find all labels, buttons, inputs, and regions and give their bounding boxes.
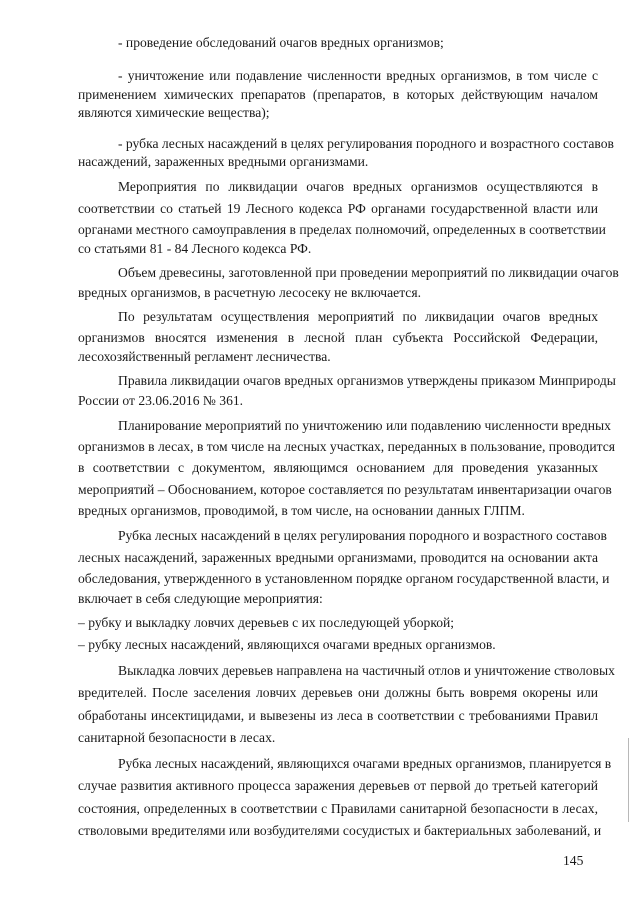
text-line: соответствии со статьей 19 Лесного кодекса РФ органами государственной власти или [78, 201, 598, 216]
text-line: вредных организмов, в расчетную лесосеку не включается. [78, 285, 421, 300]
text-line: случае развития активного процесса заражения деревьев от первой до третьей категорий [78, 778, 598, 793]
text-line: лесохозяйственный регламент лесничества. [78, 349, 331, 364]
text-line: По результатам осуществления мероприятий по ликвидации очагов вредных [118, 309, 598, 324]
text-line: Мероприятия по ликвидации очагов вредных организмов осуществляются в [118, 179, 598, 194]
text-line: Выкладка ловчих деревьев направлена на частичный отлов и уничтожение стволовых [118, 663, 615, 678]
text-line: в соответствии с документом, являющимся основанием для проведения указанных [78, 460, 598, 475]
text-line: органами местного самоуправления в пределах полномочий, определенных в соответствии [78, 222, 606, 237]
text-line: являются химические вещества); [78, 105, 270, 120]
text-line: – рубку и выкладку ловчих деревьев с их последующей уборкой; [78, 615, 455, 630]
text-line: организмов вносятся изменения в лесной план субъекта Российской Федерации, [78, 330, 598, 345]
text-line: Планирование мероприятий по уничтожению или подавлению численности вредных [118, 418, 611, 433]
text-line: мероприятий – Обоснованием, которое составляется по результатам инвентаризации очагов [78, 482, 612, 497]
text-line: - рубка лесных насаждений в целях регулирования породного и возрастного составов [118, 136, 614, 151]
text-line: лесных насаждений, зараженных вредными организмами, проводится на основании акта [78, 550, 598, 565]
text-line: вредных организмов, проводимой, в том числе, на основании данных ГЛПМ. [78, 503, 525, 518]
text-line: включает в себя следующие мероприятия: [78, 591, 323, 606]
text-line: России от 23.06.2016 № 361. [78, 393, 244, 408]
text-line: применением химических препаратов (препаратов, в которых действующим началом [78, 87, 598, 102]
text-line: санитарной безопасности в лесах. [78, 730, 276, 745]
text-line: вредителей. После заселения ловчих деревьев они должны быть вовремя окорены или [78, 685, 598, 700]
text-line: - уничтожение или подавление численности вредных организмов, в том числе с [118, 68, 598, 83]
text-line: насаждений, зараженных вредными организмами. [78, 154, 369, 169]
text-line: организмов в лесах, в том числе на лесных участках, переданных в пользование, проводится [78, 439, 615, 454]
scan-margin-mark [628, 738, 629, 822]
text-line: Правила ликвидации очагов вредных организмов утверждены приказом Минприроды [118, 373, 616, 388]
text-line: стволовыми вредителями или возбудителями сосудистых и бактериальных заболеваний, и [78, 823, 602, 838]
text-line: Рубка лесных насаждений, являющихся очагами вредных организмов, планируется в [118, 756, 612, 771]
page-number: 145 [563, 853, 584, 868]
text-line: обследования, утвержденного в установленном порядке органом государственной власти, и [78, 571, 610, 586]
text-line: состояния, определенных в соответствии с Правилами санитарной безопасности в лесах, [78, 801, 598, 816]
text-line: – рубку лесных насаждений, являющихся очагами вредных организмов. [78, 637, 496, 652]
text-line: Объем древесины, заготовленной при проведении мероприятий по ликвидации очагов [118, 265, 619, 280]
text-line: - проведение обследований очагов вредных организмов; [118, 35, 444, 50]
text-line: со статьями 81 - 84 Лесного кодекса РФ. [78, 241, 312, 256]
text-line: Рубка лесных насаждений в целях регулирования породного и возрастного составов [118, 528, 607, 543]
text-line: обработаны инсектицидами, и вывезены из леса в соответствии с требованиями Правил [78, 708, 598, 723]
